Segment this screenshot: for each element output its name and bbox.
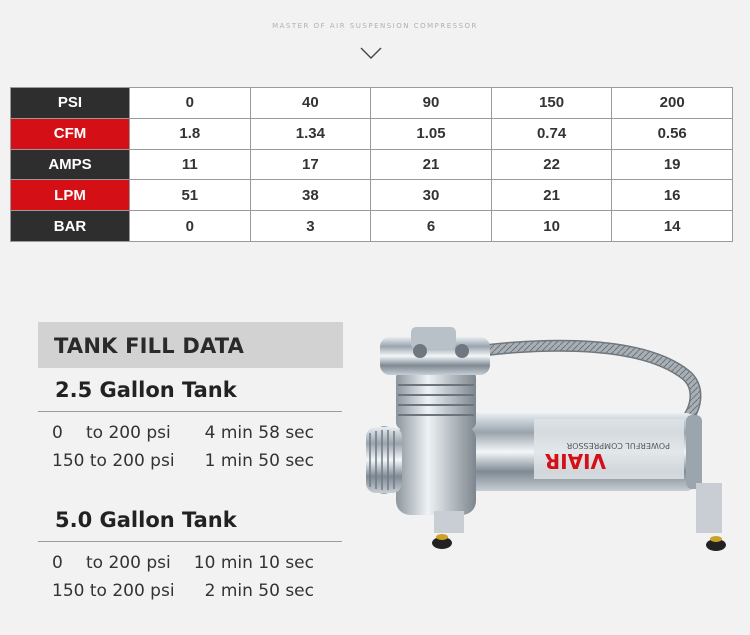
table-cell: 11 [130,149,251,180]
table-cell: 150 [491,88,612,119]
table-cell: 0 [130,88,251,119]
row-header-lpm: LPM [11,180,130,211]
fill-range-to: to 200 psi [86,553,171,573]
row-header-bar: BAR [11,211,130,242]
table-cell: 51 [130,180,251,211]
table-row [11,118,733,149]
table-row [11,149,733,180]
table-cell: 6 [371,211,492,242]
table-cell: 0 [130,211,251,242]
table-cell: 21 [371,149,492,180]
row-header-amps: AMPS [11,149,130,180]
table-cell: 19 [612,149,733,180]
table-cell: 21 [491,180,612,211]
table-cell: 200 [612,88,733,119]
brand-logo: VIAIR [544,449,606,473]
table-cell: 3 [250,211,371,242]
table-row [11,88,733,119]
row-header-cfm: CFM [11,118,130,149]
tank-fill-banner [38,322,343,368]
fill-time: 4 min 58 sec [204,423,314,443]
table-cell: 1.8 [130,118,251,149]
tank-fill-title: TANK FILL DATA [54,334,245,358]
fill-time: 10 min 10 sec [193,553,314,573]
divider [38,541,342,542]
label-text: POWERFUL COMPRESSOR [566,441,670,450]
list-item [0,451,360,475]
table-row [11,211,733,242]
fill-time: 2 min 50 sec [204,581,314,601]
fill-range-from: 0 [52,423,63,443]
table-cell: 40 [250,88,371,119]
chevron-down-icon [359,44,383,62]
table-cell: 14 [612,211,733,242]
fill-time: 1 min 50 sec [204,451,314,471]
table-cell: 38 [250,180,371,211]
fill-range-from: 0 [52,553,63,573]
performance-table [10,87,733,242]
table-cell: 90 [371,88,492,119]
table-cell: 0.74 [491,118,612,149]
list-item [0,553,360,577]
section-title-5-0-gallon: 5.0 Gallon Tank [55,508,237,532]
list-item [0,581,360,605]
table-cell: 30 [371,180,492,211]
fill-range-from: 150 to 200 psi [52,581,175,601]
table-cell: 1.05 [371,118,492,149]
air-compressor-image [356,315,728,565]
table-cell: 1.34 [250,118,371,149]
fill-range-from: 150 to 200 psi [52,451,175,471]
table-row [11,180,733,211]
table-cell: 10 [491,211,612,242]
table-cell: 0.56 [612,118,733,149]
table-cell: 16 [612,180,733,211]
table-cell: 22 [491,149,612,180]
section-title-2-5-gallon: 2.5 Gallon Tank [55,378,237,402]
table-cell: 17 [250,149,371,180]
list-item [0,423,360,447]
page-caption: MASTER OF AIR SUSPENSION COMPRESSOR [272,22,478,30]
fill-range-to: to 200 psi [86,423,171,443]
row-header-psi: PSI [11,88,130,119]
divider [38,411,342,412]
